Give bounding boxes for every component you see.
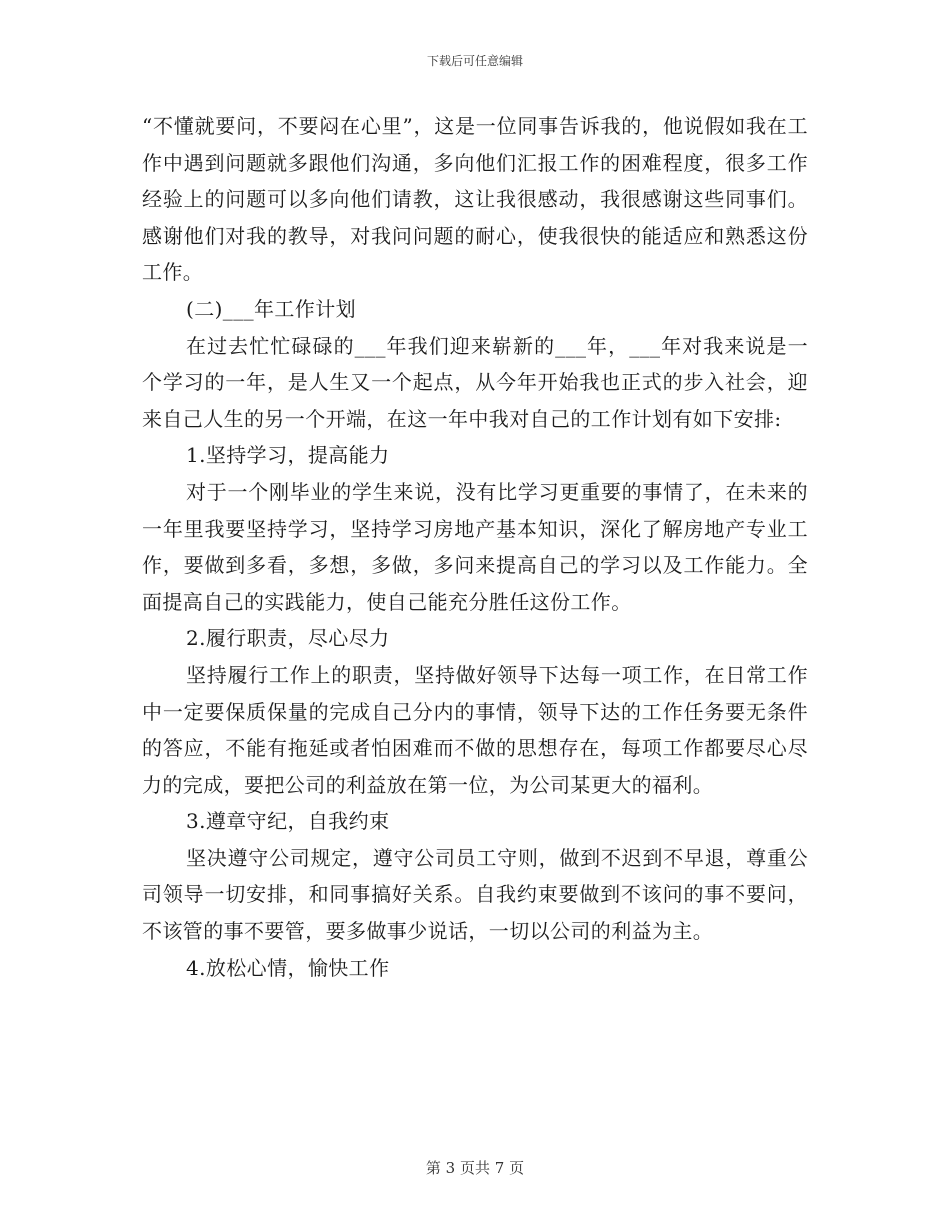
paragraph: 在过去忙忙碌碌的___年我们迎来崭新的___年，___年对我来说是一个学习的一年，是人生又一个起点，从今年开始我也正式的步入社会，迎来自己人生的另一个开端，在这一年中我对自己的工作计划有如下安排: (142, 333, 808, 431)
paragraph: 坚决遵守公司规定，遵守公司员工守则，做到不迟到不早退，尊重公司领导一切安排，和同事搞好关系。自我约束要做到不该问的事不要问，不该管的事不要管，要多做事少说话，一切以公司的利益为主。 (142, 845, 808, 944)
item-heading: 1.坚持学习，提高能力 (186, 443, 390, 468)
page-header: 下载后可任意编辑 (426, 54, 523, 68)
paragraph: 坚持履行工作上的职责，坚持做好领导下达每一项工作，在日常工作中一定要保质保量的完成自己分内的事情，领导下达的工作任务要无条件的答应，不能有拖延或者怕困难而不做的思想存在，每项工作都要尽心尽力的完成，要把公司的利益放在第一位，为公司某更大的福利。 (142, 662, 808, 797)
document-body (142, 108, 808, 986)
paragraph: 对于一个刚毕业的学生来说，没有比学习更重要的事情了，在未来的一年里我要坚持学习，坚持学习房地产基本知识，深化了解房地产专业工作，要做到多看，多想，多做，多问来提高自己的学习以及工作能力。全面提高自己的实践能力，使自己能充分胜任这份工作。 (142, 479, 808, 614)
page-footer: 第 3 页共 7 页 (425, 1159, 525, 1177)
section-heading: (二)___年工作计划 (186, 296, 357, 321)
item-heading: 4.放松心情，愉快工作 (186, 955, 390, 980)
paragraph: “不懂就要问，不要闷在心里”，这是一位同事告诉我的，他说假如我在工作中遇到问题就多跟他们沟通，多向他们汇报工作的困难程度，很多工作经验上的问题可以多向他们请教，这让我很感动，我很感谢这些同事们。感谢他们对我的教导，对我问问题的耐心，使我很快的能适应和熟悉这份工作。 (142, 114, 808, 285)
item-heading: 3.遵章守纪，自我约束 (186, 809, 390, 834)
item-heading: 2.履行职责，尽心尽力 (186, 626, 390, 651)
